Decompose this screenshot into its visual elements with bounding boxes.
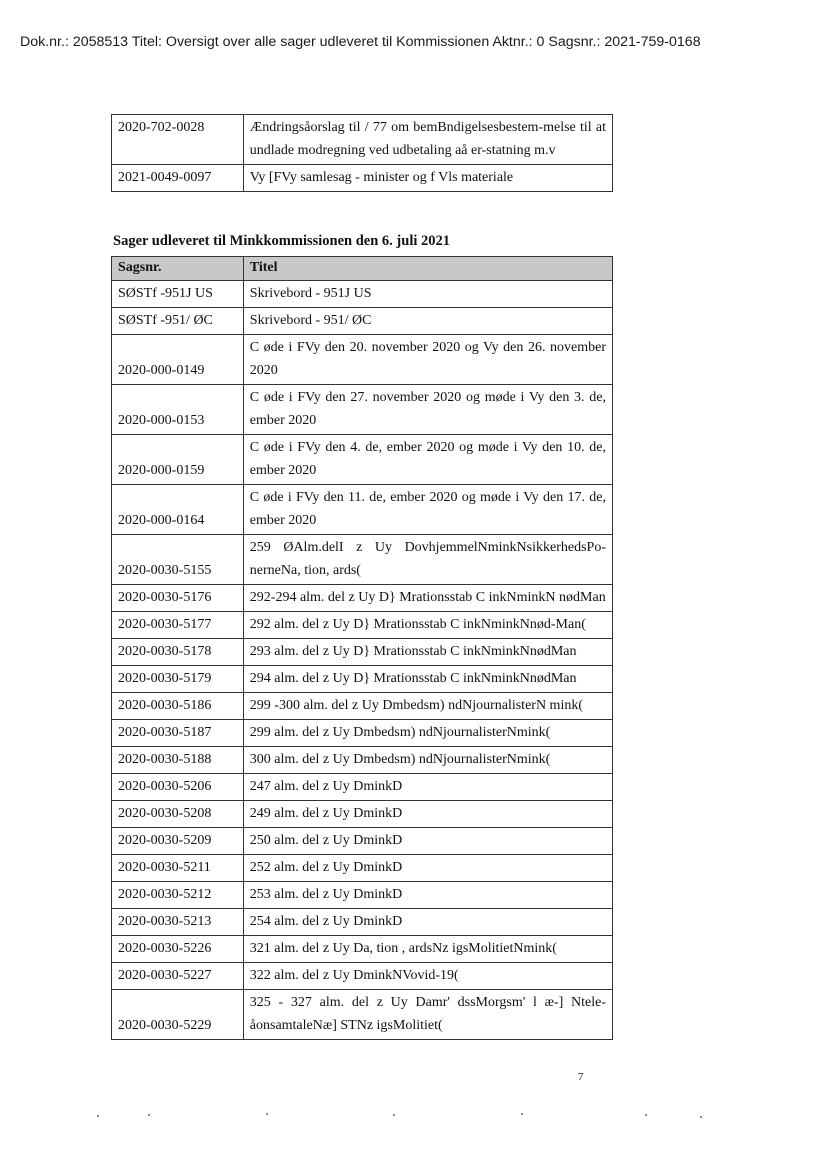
case-number-cell: 2020-0030-5226 (112, 936, 244, 963)
case-title-cell: 299 alm. del z Uy Dmbedsm) ndNjournalisterNmink( (243, 720, 612, 747)
case-number-cell: 2020-0030-5213 (112, 909, 244, 936)
case-title-cell: 292-294 alm. del z Uy D} Mrationsstab C inkNminkN nødMan (243, 585, 612, 612)
table-row (112, 335, 613, 385)
page-number: 7 (578, 1071, 584, 1083)
scan-speck (521, 1113, 523, 1115)
table-row (112, 308, 613, 335)
table-row (112, 828, 613, 855)
case-number-cell: 2020-000-0153 (112, 385, 244, 435)
case-title-cell: 325 - 327 alm. del z Uy Damr' dssMorgsm' l æ-] Ntele-åonsamtaleNæ] STNz igsMolitiet( (243, 990, 612, 1040)
continued-table (111, 114, 613, 192)
case-title-cell: 300 alm. del z Uy Dmbedsm) ndNjournalisterNmink( (243, 747, 612, 774)
table-row (112, 612, 613, 639)
case-title-cell: Skrivebord - 951/ ØC (243, 308, 612, 335)
case-number-cell: 2020-0030-5177 (112, 612, 244, 639)
case-number-cell: 2020-702-0028 (112, 115, 244, 165)
table-row (112, 585, 613, 612)
case-title-cell: C øde i FVy den 27. november 2020 og møde i Vy den 3. de, ember 2020 (243, 385, 612, 435)
table-row (112, 485, 613, 535)
table-row (112, 909, 613, 936)
table-row (112, 435, 613, 485)
table-row (112, 281, 613, 308)
table-row (112, 385, 613, 435)
scan-speck (645, 1114, 647, 1116)
table-header-row (112, 257, 613, 281)
scan-speck (393, 1114, 395, 1116)
case-title-cell: 293 alm. del z Uy D} Mrationsstab C inkNminkNnødMan (243, 639, 612, 666)
scan-speck (700, 1116, 702, 1118)
case-title-cell: 249 alm. del z Uy DminkD (243, 801, 612, 828)
case-number-cell: 2020-0030-5209 (112, 828, 244, 855)
case-title-cell: C øde i FVy den 4. de, ember 2020 og møde i Vy den 10. de, ember 2020 (243, 435, 612, 485)
case-number-cell: 2020-0030-5211 (112, 855, 244, 882)
section-heading: Sager udleveret til Minkkommissionen den 6. juli 2021 (113, 233, 451, 249)
case-number-cell: 2020-0030-5206 (112, 774, 244, 801)
case-title-cell: 322 alm. del z Uy DminkNVovid-19( (243, 963, 612, 990)
case-title-cell: C øde i FVy den 11. de, ember 2020 og møde i Vy den 17. de, ember 2020 (243, 485, 612, 535)
column-header-sagsnr: Sagsnr. (112, 257, 244, 281)
scan-speck (97, 1115, 99, 1117)
case-title-cell: Vy [FVy samlesag - minister og f Vls materiale (243, 165, 612, 192)
cases-table (111, 256, 613, 1040)
continued-table-body (112, 115, 613, 192)
table-row (112, 666, 613, 693)
case-title-cell: 299 -300 alm. del z Uy Dmbedsm) ndNjournalisterN mink( (243, 693, 612, 720)
case-number-cell: 2020-0030-5229 (112, 990, 244, 1040)
table-row (112, 963, 613, 990)
case-title-cell: 253 alm. del z Uy DminkD (243, 882, 612, 909)
case-title-cell: 294 alm. del z Uy D} Mrationsstab C inkNminkNnødMan (243, 666, 612, 693)
case-number-cell: 2020-000-0159 (112, 435, 244, 485)
table-row (112, 936, 613, 963)
table-row (112, 990, 613, 1040)
case-number-cell: 2020-0030-5208 (112, 801, 244, 828)
case-number-cell: 2020-0030-5186 (112, 693, 244, 720)
case-number-cell: SØSTf -951J US (112, 281, 244, 308)
cases-table-body (112, 281, 613, 1040)
case-title-cell: Ændringsåorslag til / 77 om bemBndigelsesbestem-melse til at undlade modregning ved udbetaling aå er-statning m.v (243, 115, 612, 165)
table-row (112, 115, 613, 165)
case-number-cell: 2020-0030-5187 (112, 720, 244, 747)
table-row (112, 693, 613, 720)
case-title-cell: 247 alm. del z Uy DminkD (243, 774, 612, 801)
case-number-cell: 2020-0030-5179 (112, 666, 244, 693)
case-number-cell: SØSTf -951/ ØC (112, 308, 244, 335)
case-number-cell: 2020-0030-5178 (112, 639, 244, 666)
case-title-cell: 252 alm. del z Uy DminkD (243, 855, 612, 882)
case-title-cell: 292 alm. del z Uy D} Mrationsstab C inkNminkNnød-Man( (243, 612, 612, 639)
case-title-cell: 254 alm. del z Uy DminkD (243, 909, 612, 936)
case-title-cell: 321 alm. del z Uy Da, tion , ardsNz igsMolitietNmink( (243, 936, 612, 963)
case-number-cell: 2020-000-0164 (112, 485, 244, 535)
case-number-cell: 2020-000-0149 (112, 335, 244, 385)
case-number-cell: 2020-0030-5176 (112, 585, 244, 612)
table-row (112, 747, 613, 774)
case-title-cell: 250 alm. del z Uy DminkD (243, 828, 612, 855)
case-number-cell: 2020-0030-5212 (112, 882, 244, 909)
scan-speck (148, 1114, 150, 1116)
table-row (112, 720, 613, 747)
table-row (112, 882, 613, 909)
document-header: Dok.nr.: 2058513 Titel: Oversigt over alle sager udleveret til Kommissionen Aktnr.: 0 Sagsnr.: 2021-759-0168 (20, 34, 701, 50)
case-title-cell: Skrivebord - 951J US (243, 281, 612, 308)
case-number-cell: 2020-0030-5188 (112, 747, 244, 774)
table-row (112, 535, 613, 585)
case-number-cell: 2021-0049-0097 (112, 165, 244, 192)
table-row (112, 855, 613, 882)
table-row (112, 801, 613, 828)
case-title-cell: 259 ØAlm.delI z Uy DovhjemmelNminkNsikkerhedsPo-nerneNa, tion, ards( (243, 535, 612, 585)
table-row (112, 165, 613, 192)
case-number-cell: 2020-0030-5227 (112, 963, 244, 990)
table-row (112, 774, 613, 801)
case-number-cell: 2020-0030-5155 (112, 535, 244, 585)
case-title-cell: C øde i FVy den 20. november 2020 og Vy den 26. november 2020 (243, 335, 612, 385)
column-header-titel: Titel (243, 257, 612, 281)
scan-speck (266, 1113, 268, 1115)
table-row (112, 639, 613, 666)
